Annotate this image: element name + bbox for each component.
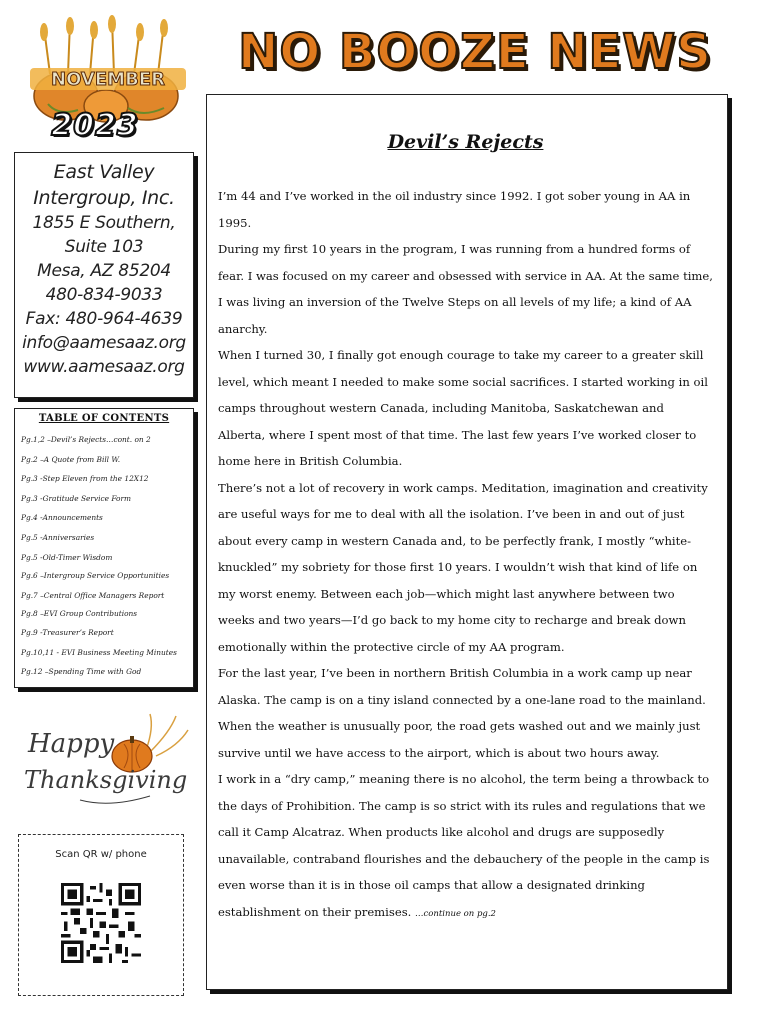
- article-paragraph: There’s not a lot of recovery in work camps. Meditation, imagination and creativity are useful ways for me to deal with all the isolation. I’ve been in and out of just about every camp in western Canada and, to be perfectly frank, I mostly “white-knuckled” my sobriety for those first 10 years. I wouldn’t wish that kind of life on my worst enemy. Between each job—which might last anywhere between two weeks and two years—I’d go back to my home city to recharge and break down emotionally within the protective circle of my AA program.: [218, 480, 708, 654]
- november-label: NOVEMBER: [51, 69, 165, 90]
- toc-item[interactable]: Pg.3 -Step Eleven from the 12X12: [21, 474, 149, 484]
- article-frame: [206, 94, 728, 990]
- continue-note[interactable]: …continue on pg.2: [415, 908, 496, 919]
- newsletter-masthead: NO BOOZE NEWS: [238, 24, 712, 80]
- city-line: Mesa, AZ 85204: [37, 261, 171, 281]
- table-of-contents: [14, 408, 194, 688]
- happy-thanksgiving-art: [20, 712, 190, 812]
- qr-label: Scan QR w/ phone: [55, 849, 147, 860]
- article-paragraph: I’m 44 and I’ve worked in the oil industry since 1992. I got sober young in AA in 1995.: [218, 189, 691, 230]
- toc-item[interactable]: Pg.12 –Spending Time with God: [21, 667, 142, 677]
- website-link[interactable]: www.aamesaaz.org: [23, 357, 185, 377]
- thanksgiving-text: Thanksgiving: [24, 766, 188, 794]
- org-name-line2: Intergroup, Inc.: [33, 187, 175, 209]
- article-paragraph-text: I work in a “dry camp,” meaning there is no alcohol, the term being a throwback to the days of Prohibition. The camp is so strict with its rules and regulations that we call it Camp Alcatraz. When products like alcohol and drugs are supposedly unavailable, contraband flourishes and the debauchery of the people in the camp is even worse than it is in those oil camps that allow a designated drinking establishment on their premises.: [218, 772, 710, 919]
- toc-item[interactable]: Pg.5 -Old-Timer Wisdom: [21, 552, 113, 562]
- contact-box: [14, 152, 194, 398]
- toc-item[interactable]: Pg.2 –A Quote from Bill W.: [21, 454, 121, 464]
- year-label: 2023: [51, 108, 139, 143]
- article-paragraph-last: [218, 766, 713, 927]
- toc-item[interactable]: Pg.6 –Intergroup Service Opportunities: [21, 571, 170, 581]
- article-body: [218, 183, 713, 927]
- toc-item[interactable]: Pg.8 –EVI Group Contributions: [21, 609, 138, 619]
- address-line1: 1855 E Southern,: [32, 213, 176, 233]
- qr-code-box: [18, 834, 184, 996]
- email-link[interactable]: info@aamesaaz.org: [22, 333, 186, 353]
- toc-item[interactable]: Pg.3 -Gratitude Service Form: [21, 493, 132, 503]
- toc-item[interactable]: Pg.7 –Central Office Managers Report: [21, 591, 165, 601]
- happy-text: Happy: [28, 729, 115, 759]
- address-line2: Suite 103: [64, 237, 144, 257]
- phone-line: 480-834-9033: [45, 285, 163, 305]
- qr-code-icon[interactable]: [61, 883, 141, 963]
- fax-line: Fax: 480-964-4639: [25, 309, 183, 329]
- article-paragraph: For the last year, I’ve been in northern British Columbia in a work camp up near Alaska. The camp is on a tiny island connected by a one-lane road to the mainland. When the weather is unusually poor, the road gets washed out and we mainly just survive until we have access to the airport, which is about two hours away.: [218, 666, 706, 760]
- toc-item[interactable]: Pg.9 -Treasurer’s Report: [21, 628, 114, 638]
- article-paragraph: During my first 10 years in the program, I was running from a hundred forms of fear. I was focused on my career and obsessed with service in AA. At the same time, I was living an inversion of the Twelve Steps on all levels of my life; a kind of AA anarchy.: [218, 242, 713, 336]
- article-headline: Devil’s Rejects: [387, 131, 544, 153]
- org-name-line1: East Valley: [53, 161, 155, 183]
- toc-title: TABLE OF CONTENTS: [38, 413, 170, 424]
- toc-item[interactable]: Pg.4 -Announcements: [21, 513, 103, 523]
- article-paragraph: When I turned 30, I finally got enough courage to take my career to a greater skill level, which meant I needed to make some social sacrifices. I started working in oil camps throughout western Canada, including Manitoba, Saskatchewan and Alberta, where I spent most of that time. The last few years I’ve worked closer to home here in British Columbia.: [218, 348, 708, 468]
- toc-item[interactable]: Pg.1,2 –Devil’s Rejects…cont. on 2: [21, 435, 151, 444]
- toc-item[interactable]: Pg.10,11 - EVI Business Meeting Minutes: [21, 647, 177, 657]
- toc-item[interactable]: Pg.5 -Anniversaries: [21, 532, 95, 542]
